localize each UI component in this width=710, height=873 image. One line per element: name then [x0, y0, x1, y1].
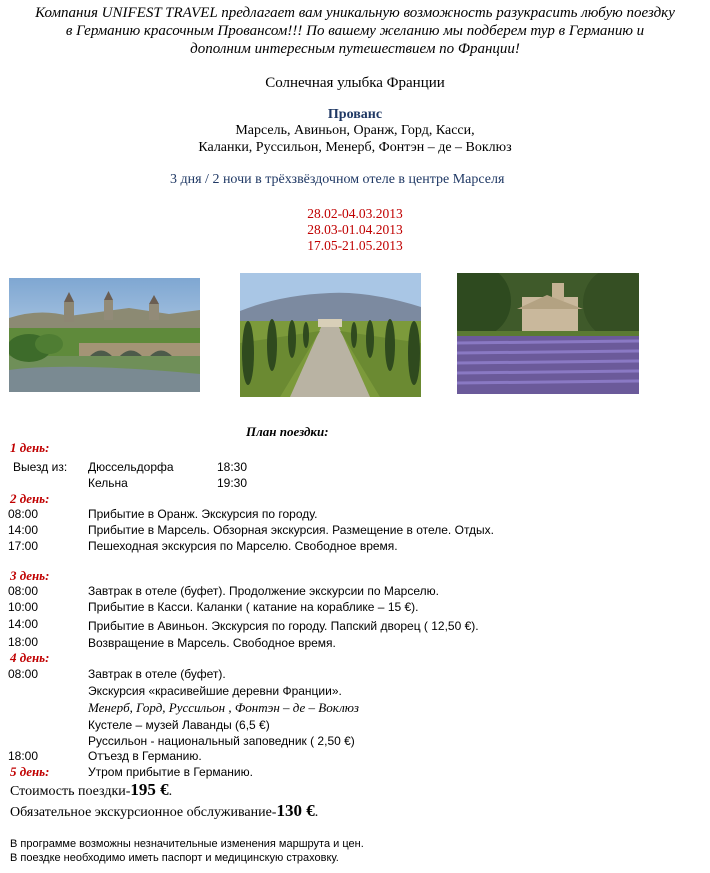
tour-date-2: 28.03-01.04.2013	[307, 222, 403, 237]
day-5-activity: Утром прибытие в Германию.	[88, 765, 253, 779]
day-3-label: 3 день:	[10, 568, 50, 583]
note-line-2: В поездке необходимо иметь паспорт и медицинскую страховку.	[10, 852, 339, 864]
depart-city-1: Дюссельдорфа	[88, 460, 174, 474]
day-3-activity-1: Завтрак в отеле (буфет). Продолжение экскурсии по Марселю.	[88, 584, 439, 598]
excursion-service-cost: Обязательное экскурсионное обслуживание-130 €.	[10, 801, 319, 820]
day-3-time-2: 10:00	[8, 600, 39, 614]
day-4-time-2: 18:00	[8, 749, 39, 763]
day-2-activity-2: Прибытие в Марсель. Обзорная экскурсия. Размещение в отеле. Отдых.	[88, 523, 494, 537]
depart-city-2: Кельна	[88, 476, 128, 490]
note-line-1: В программе возможны незначительные изменения маршрута и цен.	[10, 838, 364, 850]
day-4-time-1: 08:00	[8, 667, 39, 681]
trip-cost: Стоимость поездки-195 €.	[10, 780, 173, 799]
depart-time-1: 18:30	[217, 460, 248, 474]
photo-lavender-abbey	[457, 273, 639, 394]
day-4-roussillon: Руссильон - национальный заповедник ( 2,50 €)	[88, 734, 355, 748]
intro-line-3: дополним интересным путешествием по Франции!	[190, 41, 520, 57]
day-4-label: 4 день:	[10, 650, 50, 665]
trip-cost-label: Стоимость поездки-	[10, 784, 131, 799]
tour-cities-line-1: Марсель, Авиньон, Оранж, Горд, Касси,	[235, 123, 475, 138]
day-3-time-4: 18:00	[8, 635, 39, 649]
tour-duration: 3 дня / 2 ночи в трёхзвёздочном отеле в центре Марселя	[170, 172, 505, 187]
tour-date-3: 17.05-21.05.2013	[307, 238, 403, 253]
day-2-time-1: 08:00	[8, 507, 39, 521]
service-cost-label: Обязательное экскурсионное обслуживание-	[10, 805, 277, 820]
day-2-label: 2 день:	[10, 491, 50, 506]
plan-title: План поездки:	[246, 424, 329, 439]
day-2-activity-1: Прибытие в Оранж. Экскурсия по городу.	[88, 507, 318, 521]
day-4-excursion: Экскурсия «красивейшие деревни Франции».	[88, 684, 342, 698]
day-4-departure: Отъезд в Германию.	[88, 749, 202, 763]
tour-cities-line-2: Каланки, Руссильон, Менерб, Фонтэн – де – Воклюз	[198, 140, 512, 155]
depart-time-2: 19:30	[217, 476, 248, 490]
tour-title: Солнечная улыбка Франции	[265, 75, 445, 91]
photo-provence-road	[240, 273, 421, 397]
tour-date-1: 28.02-04.03.2013	[307, 206, 403, 221]
day-3-activity-4: Возвращение в Марсель. Свободное время.	[88, 636, 336, 650]
day-3-time-3: 14:00	[8, 617, 39, 631]
photo-carcassonne	[9, 278, 200, 392]
day-2-time-2: 14:00	[8, 523, 39, 537]
day-4-breakfast: Завтрак в отеле (буфет).	[88, 667, 226, 681]
day-3-time-1: 08:00	[8, 584, 39, 598]
day-2-time-3: 17:00	[8, 539, 39, 553]
day-1-label: 1 день:	[10, 440, 50, 455]
depart-label: Выезд из:	[13, 460, 68, 474]
intro-text	[0, 4, 710, 58]
day-3-activity-2: Прибытие в Касси. Каланки ( катание на кораблике – 15 €).	[88, 600, 419, 614]
day-4-lavender-museum: Кустеле – музей Лаванды (6,5 €)	[88, 718, 270, 732]
intro-line-2: в Германию красочным Провансом!!! По вашему желанию мы подберем тур в Германию и	[65, 23, 645, 39]
intro-line-1: Компания UNIFEST TRAVEL предлагает вам уникальную возможность разукрасить любую поездку	[35, 5, 675, 21]
day-2-activity-3: Пешеходная экскурсия по Марселю. Свободное время.	[88, 539, 398, 553]
trip-cost-value: 195 €	[130, 780, 169, 799]
day-5-label: 5 день:	[10, 764, 50, 779]
service-cost-value: 130 €	[276, 801, 315, 820]
day-4-villages: Менерб, Горд, Руссильон , Фонтэн – де – Воклюз	[88, 700, 360, 715]
tour-region: Прованс	[327, 107, 383, 122]
day-3-activity-3: Прибытие в Авиньон. Экскурсия по городу. Папский дворец ( 12,50 €).	[88, 619, 479, 633]
